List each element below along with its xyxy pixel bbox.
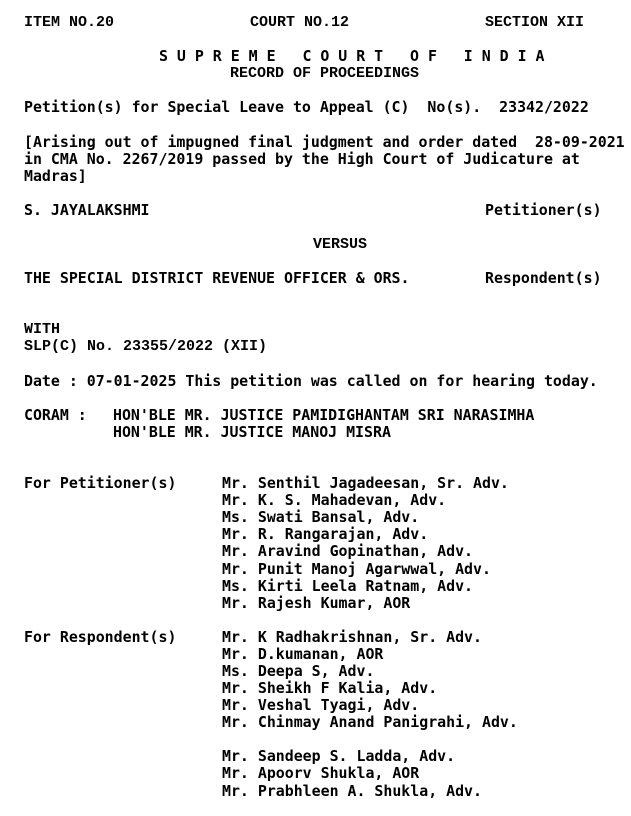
hearing-date-line: Date : 07-01-2025 This petition was called on for hearing today. xyxy=(24,371,598,390)
counsel-row xyxy=(24,492,631,509)
header-row xyxy=(24,14,631,31)
counsel-name: Mr. Veshal Tyagi, Adv. xyxy=(222,696,420,715)
counsel-name: Mr. Sheikh F Kalia, Adv. xyxy=(222,679,438,698)
counsel-row xyxy=(24,629,631,646)
respondent-role: Respondent(s) xyxy=(485,269,602,288)
blank-line xyxy=(24,612,631,629)
counsel-name: Mr. Apoorv Shukla, AOR xyxy=(222,764,420,783)
court-number: COURT NO.12 xyxy=(250,14,350,31)
date-row xyxy=(24,373,631,390)
counsel-row xyxy=(24,663,631,680)
petitioner-role: Petitioner(s) xyxy=(485,200,602,219)
counsel-name: Mr. R. Rangarajan, Adv. xyxy=(222,525,429,544)
blank-line xyxy=(24,219,631,236)
counsel-name: Mr. K. S. Mahadevan, Adv. xyxy=(222,491,447,510)
blank-line xyxy=(24,287,631,304)
coram-row xyxy=(24,407,631,424)
counsel-name: Mr. Aravind Gopinathan, Adv. xyxy=(222,542,474,561)
counsel-name: Ms. Swati Bansal, Adv. xyxy=(222,508,420,527)
counsel-row xyxy=(24,714,631,731)
versus-row xyxy=(24,236,631,253)
counsel-name: Ms. Kirti Leela Ratnam, Adv. xyxy=(222,576,474,595)
counsel-row xyxy=(24,697,631,714)
arising-text: Madras] xyxy=(24,166,87,185)
counsel-row xyxy=(24,561,631,578)
respondent-name: THE SPECIAL DISTRICT REVENUE OFFICER & ORS. xyxy=(24,269,410,288)
petitioner-counsel-label: For Petitioner(s) xyxy=(24,474,177,493)
slp-row xyxy=(24,338,631,355)
arising-text: [Arising out of impugned final judgment and order dated 28-09-2021 xyxy=(24,132,625,151)
counsel-row xyxy=(24,578,631,595)
blank-line xyxy=(24,253,631,270)
arising-line xyxy=(24,151,631,168)
counsel-name: Mr. Senthil Jagadeesan, Sr. Adv. xyxy=(222,474,509,493)
blank-line xyxy=(24,356,631,373)
arising-text: in CMA No. 2267/2019 passed by the High Court of Judicature at xyxy=(24,149,580,168)
counsel-name: Ms. Deepa S, Adv. xyxy=(222,661,375,680)
record-title: RECORD OF PROCEEDINGS xyxy=(230,65,420,83)
petitioner-row xyxy=(24,202,631,219)
counsel-name: Mr. K Radhakrishnan, Sr. Adv. xyxy=(222,627,482,646)
petition-type: Petition(s) for Special Leave to Appeal (C) No(s). 23342/2022 xyxy=(24,98,589,117)
counsel-row xyxy=(24,783,631,800)
tagged-slp: SLP(C) No. 23355/2022 (XII) xyxy=(24,338,268,356)
counsel-row xyxy=(24,595,631,612)
blank-line xyxy=(24,82,631,99)
blank-line xyxy=(24,390,631,407)
item-number: ITEM NO.20 xyxy=(24,14,115,31)
petition-type-row xyxy=(24,99,631,116)
counsel-name: Mr. D.kumanan, AOR xyxy=(222,644,384,663)
arising-line xyxy=(24,134,631,151)
court-title-row xyxy=(24,48,631,65)
counsel-row xyxy=(24,509,631,526)
blank-line xyxy=(24,458,631,475)
section: SECTION XII xyxy=(485,14,585,31)
proceedings-document xyxy=(24,14,631,800)
respondent-counsel-label: For Respondent(s) xyxy=(24,627,177,646)
respondent-row xyxy=(24,270,631,287)
blank-line xyxy=(24,441,631,458)
counsel-row xyxy=(24,680,631,697)
arising-line xyxy=(24,168,631,185)
coram-label: CORAM : xyxy=(24,405,87,424)
counsel-row xyxy=(24,646,631,663)
counsel-row xyxy=(24,748,631,765)
versus-label: VERSUS xyxy=(313,236,368,254)
counsel-row xyxy=(24,543,631,560)
with-label: WITH xyxy=(24,321,61,339)
court-title: S U P R E M E C O U R T O F I N D I A xyxy=(159,47,545,66)
counsel-row xyxy=(24,765,631,782)
counsel-name: Mr. Punit Manoj Agarwwal, Adv. xyxy=(222,559,491,578)
judge-name: HON'BLE MR. JUSTICE PAMIDIGHANTAM SRI NARASIMHA xyxy=(113,405,535,424)
blank-line xyxy=(24,185,631,202)
counsel-name: Mr. Sandeep S. Ladda, Adv. xyxy=(222,747,456,766)
coram-row xyxy=(24,424,631,441)
counsel-name: Mr. Prabhleen A. Shukla, Adv. xyxy=(222,781,482,800)
petitioner-name: S. JAYALAKSHMI xyxy=(24,200,150,219)
counsel-row xyxy=(24,526,631,543)
judge-name: HON'BLE MR. JUSTICE MANOJ MISRA xyxy=(113,422,391,441)
subtitle-row xyxy=(24,65,631,82)
blank-line xyxy=(24,731,631,748)
with-row xyxy=(24,321,631,338)
blank-line xyxy=(24,31,631,48)
blank-line xyxy=(24,116,631,133)
counsel-name: Mr. Chinmay Anand Panigrahi, Adv. xyxy=(222,713,518,732)
counsel-row xyxy=(24,475,631,492)
blank-line xyxy=(24,304,631,321)
counsel-name: Mr. Rajesh Kumar, AOR xyxy=(222,593,411,612)
